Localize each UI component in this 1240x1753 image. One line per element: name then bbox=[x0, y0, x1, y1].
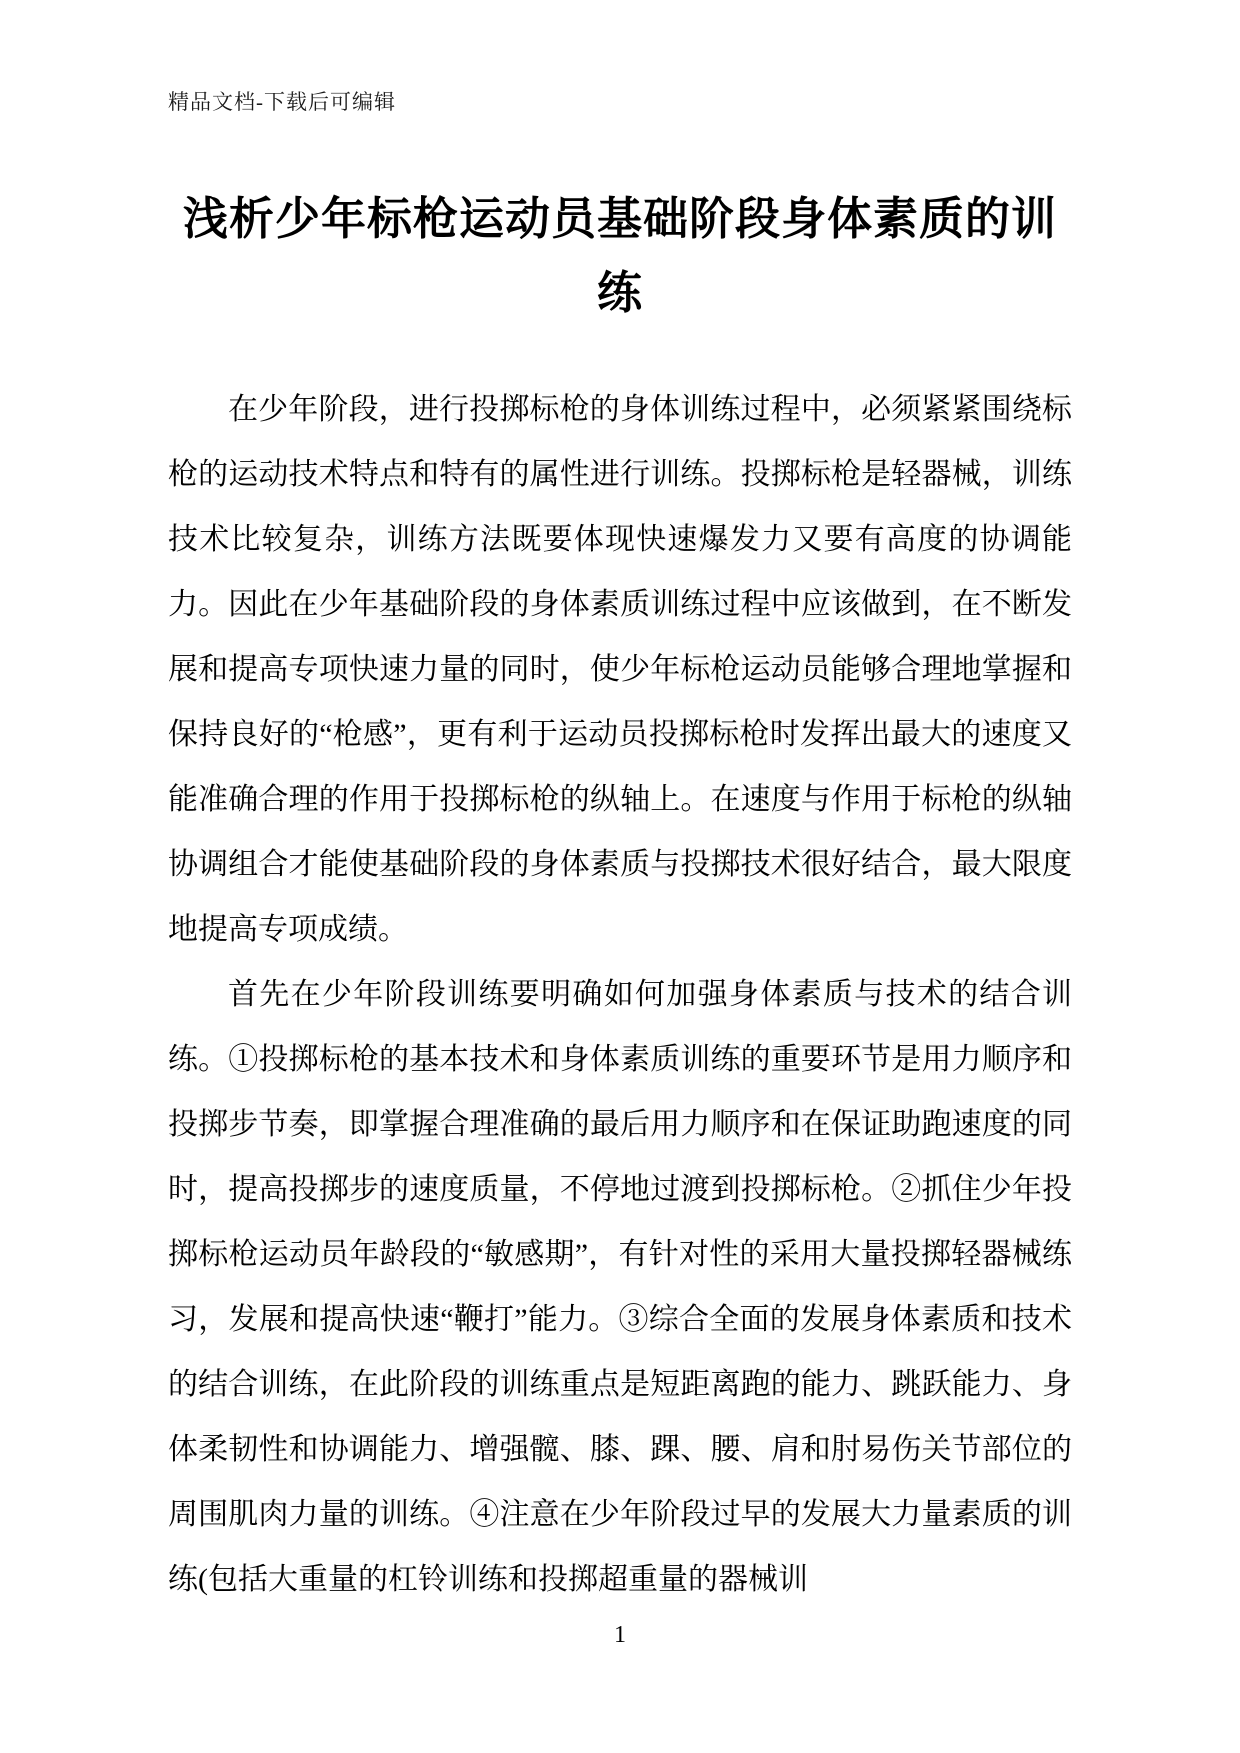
page-number: 1 bbox=[614, 1622, 626, 1648]
document-title: 浅析少年标枪运动员基础阶段身体素质的训练 bbox=[182, 194, 1057, 318]
body-paragraph: 首先在少年阶段训练要明确如何加强身体素质与技术的结合训练。①投掷标枪的基本技术和身体素质训练的重要环节是用力顺序和投掷步节奏，即掌握合理准确的最后用力顺序和在保证助跑速度的同时，提高投掷步的速度质量，不停地过渡到投掷标枪。②抓住少年投掷标枪运动员年龄段的“敏感期”，有针对性的采用大量投掷轻器械练习，发展和提高快速“鞭打”能力。③综合全面的发展身体素质和技术的结合训练，在此阶段的训练重点是短距离跑的能力、跳跃能力、身体柔韧性和协调能力、增强髋、膝、踝、腰、肩和肘易伤关节部位的周围肌肉力量的训练。④注意在少年阶段过早的发展大力量素质的训练(包括大重量的杠铃训练和投掷超重量的器械训 bbox=[168, 978, 1072, 1596]
page-footer bbox=[0, 1622, 1240, 1649]
header-note: 精品文档-下载后可编辑 bbox=[168, 90, 396, 114]
document-body bbox=[168, 377, 1072, 1612]
body-paragraph: 在少年阶段，进行投掷标枪的身体训练过程中，必须紧紧围绕标枪的运动技术特点和特有的属性进行训练。投掷标枪是轻器械，训练技术比较复杂，训练方法既要体现快速爆发力又要有高度的协调能力。因此在少年基础阶段的身体素质训练过程中应该做到，在不断发展和提高专项快速力量的同时，使少年标枪运动员能够合理地掌握和保持良好的“枪感”，更有利于运动员投掷标枪时发挥出最大的速度又能准确合理的作用于投掷标枪的纵轴上。在速度与作用于标枪的纵轴协调组合才能使基础阶段的身体素质与投掷技术很好结合，最大限度地提高专项成绩。 bbox=[168, 393, 1072, 946]
